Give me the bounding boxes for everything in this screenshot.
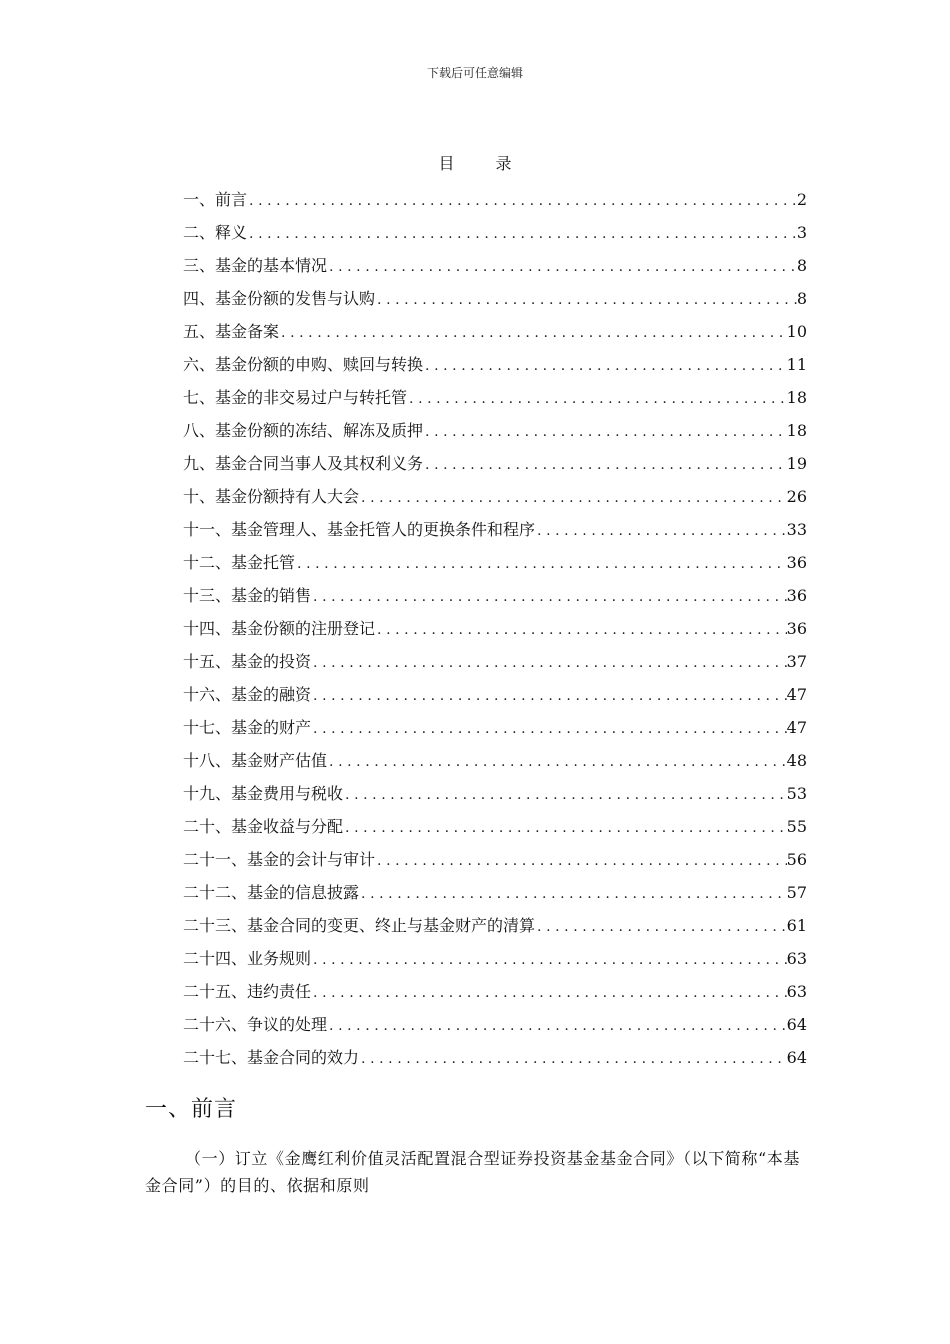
- toc-dot-leader: [247, 185, 797, 218]
- toc-dot-leader: [311, 977, 787, 1010]
- toc-dot-leader: [375, 845, 787, 878]
- toc-dot-leader: [407, 383, 787, 416]
- toc-entry[interactable]: [183, 678, 807, 711]
- toc-entry-label: 十九、基金费用与税收: [183, 784, 344, 803]
- toc-entry[interactable]: [183, 216, 807, 249]
- toc-entry[interactable]: [183, 348, 807, 381]
- toc-dot-leader: [375, 614, 787, 647]
- toc-entry-page-number: 33: [786, 520, 807, 539]
- toc-entry[interactable]: [183, 876, 807, 909]
- toc-entry-label: 一、前言: [183, 190, 248, 209]
- toc-dot-leader: [423, 449, 787, 482]
- toc-entry-page-number: 53: [786, 784, 807, 803]
- toc-entry-label: 二十六、争议的处理: [183, 1015, 328, 1034]
- toc-entry-page-number: 63: [786, 982, 807, 1001]
- toc-dot-leader: [343, 812, 787, 845]
- toc-dot-leader: [311, 680, 787, 713]
- toc-entry-page-number: 36: [786, 619, 807, 638]
- toc-dot-leader: [311, 581, 787, 614]
- toc-entry-page-number: 26: [786, 487, 807, 506]
- toc-entry-page-number: 64: [786, 1015, 807, 1034]
- toc-entry-page-number: 3: [796, 223, 807, 242]
- toc-entry[interactable]: [183, 480, 807, 513]
- toc-entry-page-number: 19: [786, 454, 807, 473]
- toc-dot-leader: [311, 944, 787, 977]
- toc-entry-label: 二十二、基金的信息披露: [183, 883, 360, 902]
- toc-entry-label: 十五、基金的投资: [183, 652, 312, 671]
- toc-entry[interactable]: [183, 381, 807, 414]
- toc-entry-label: 十二、基金托管: [183, 553, 296, 572]
- toc-entry[interactable]: [183, 249, 807, 282]
- toc-entry[interactable]: [183, 579, 807, 612]
- section-heading: 一、前言: [145, 1097, 238, 1122]
- toc-entry[interactable]: [183, 843, 807, 876]
- toc-entry[interactable]: [183, 282, 807, 315]
- toc-entry-label: 八、基金份额的冻结、解冻及质押: [183, 421, 424, 440]
- toc-entry-page-number: 56: [786, 850, 807, 869]
- toc-entry[interactable]: [183, 447, 807, 480]
- toc-dot-leader: [359, 482, 787, 515]
- toc-entry-page-number: 57: [786, 883, 807, 902]
- toc-dot-leader: [375, 284, 797, 317]
- toc-dot-leader: [535, 515, 787, 548]
- toc-entry[interactable]: [183, 315, 807, 348]
- toc-entry[interactable]: [183, 744, 807, 777]
- toc-entry-page-number: 10: [786, 322, 807, 341]
- toc-dot-leader: [247, 218, 797, 251]
- toc-entry[interactable]: [183, 1008, 807, 1041]
- toc-entry-label: 十四、基金份额的注册登记: [183, 619, 376, 638]
- toc-dot-leader: [423, 350, 787, 383]
- toc-entry-page-number: 8: [796, 289, 807, 308]
- table-of-contents: [183, 183, 807, 1074]
- toc-entry-label: 七、基金的非交易过户与转托管: [183, 388, 408, 407]
- toc-entry-label: 十三、基金的销售: [183, 586, 312, 605]
- body-paragraph: （一）订立《金鹰红利价值灵活配置混合型证券投资基金基金合同》（以下简称“本基金合同”）的目的、依据和原则: [145, 1149, 800, 1195]
- toc-entry-label: 十一、基金管理人、基金托管人的更换条件和程序: [183, 520, 536, 539]
- toc-entry-page-number: 64: [786, 1048, 807, 1067]
- toc-entry[interactable]: [183, 513, 807, 546]
- toc-title: 目 录: [438, 154, 530, 173]
- toc-entry[interactable]: [183, 1041, 807, 1074]
- toc-dot-leader: [327, 746, 787, 779]
- toc-entry[interactable]: [183, 645, 807, 678]
- toc-entry-label: 十六、基金的融资: [183, 685, 312, 704]
- toc-entry-label: 三、基金的基本情况: [183, 256, 328, 275]
- toc-dot-leader: [327, 251, 797, 284]
- toc-dot-leader: [359, 878, 787, 911]
- toc-entry-page-number: 2: [796, 190, 807, 209]
- toc-entry-page-number: 18: [786, 421, 807, 440]
- toc-entry[interactable]: [183, 546, 807, 579]
- toc-entry-label: 五、基金备案: [183, 322, 280, 341]
- toc-dot-leader: [423, 416, 787, 449]
- toc-entry-label: 十七、基金的财产: [183, 718, 312, 737]
- toc-entry-label: 二十、基金收益与分配: [183, 817, 344, 836]
- toc-entry-page-number: 8: [796, 256, 807, 275]
- toc-dot-leader: [327, 1010, 787, 1043]
- toc-dot-leader: [279, 317, 787, 350]
- toc-dot-leader: [311, 647, 787, 680]
- toc-entry-label: 四、基金份额的发售与认购: [183, 289, 376, 308]
- toc-entry-label: 六、基金份额的申购、赎回与转换: [183, 355, 424, 374]
- toc-entry-page-number: 61: [786, 916, 807, 935]
- toc-entry-page-number: 63: [786, 949, 807, 968]
- toc-entry[interactable]: [183, 909, 807, 942]
- toc-entry-label: 二十四、业务规则: [183, 949, 312, 968]
- toc-entry-label: 二、释义: [183, 223, 248, 242]
- toc-dot-leader: [359, 1043, 787, 1076]
- toc-entry[interactable]: [183, 414, 807, 447]
- toc-entry[interactable]: [183, 942, 807, 975]
- toc-entry-page-number: 36: [786, 553, 807, 572]
- toc-entry-page-number: 55: [786, 817, 807, 836]
- toc-entry-page-number: 18: [786, 388, 807, 407]
- toc-entry[interactable]: [183, 810, 807, 843]
- toc-dot-leader: [343, 779, 787, 812]
- toc-entry-page-number: 37: [786, 652, 807, 671]
- toc-entry-page-number: 47: [786, 718, 807, 737]
- page-header-note: 下载后可任意编辑: [426, 66, 523, 80]
- toc-dot-leader: [311, 713, 787, 746]
- toc-entry[interactable]: [183, 612, 807, 645]
- toc-entry-page-number: 36: [786, 586, 807, 605]
- toc-entry[interactable]: [183, 777, 807, 810]
- toc-entry-label: 十、基金份额持有人大会: [183, 487, 360, 506]
- toc-entry-page-number: 48: [786, 751, 807, 770]
- toc-entry[interactable]: [183, 975, 807, 1008]
- toc-entry-label: 十八、基金财产估值: [183, 751, 328, 770]
- toc-entry[interactable]: [183, 711, 807, 744]
- toc-entry-label: 二十七、基金合同的效力: [183, 1048, 360, 1067]
- toc-entry[interactable]: [183, 183, 807, 216]
- toc-entry-label: 二十五、违约责任: [183, 982, 312, 1001]
- toc-entry-label: 二十一、基金的会计与审计: [183, 850, 376, 869]
- toc-dot-leader: [295, 548, 787, 581]
- toc-entry-page-number: 11: [786, 355, 807, 374]
- toc-entry-page-number: 47: [786, 685, 807, 704]
- toc-entry-label: 九、基金合同当事人及其权利义务: [183, 454, 424, 473]
- toc-entry-label: 二十三、基金合同的变更、终止与基金财产的清算: [183, 916, 536, 935]
- toc-dot-leader: [535, 911, 787, 944]
